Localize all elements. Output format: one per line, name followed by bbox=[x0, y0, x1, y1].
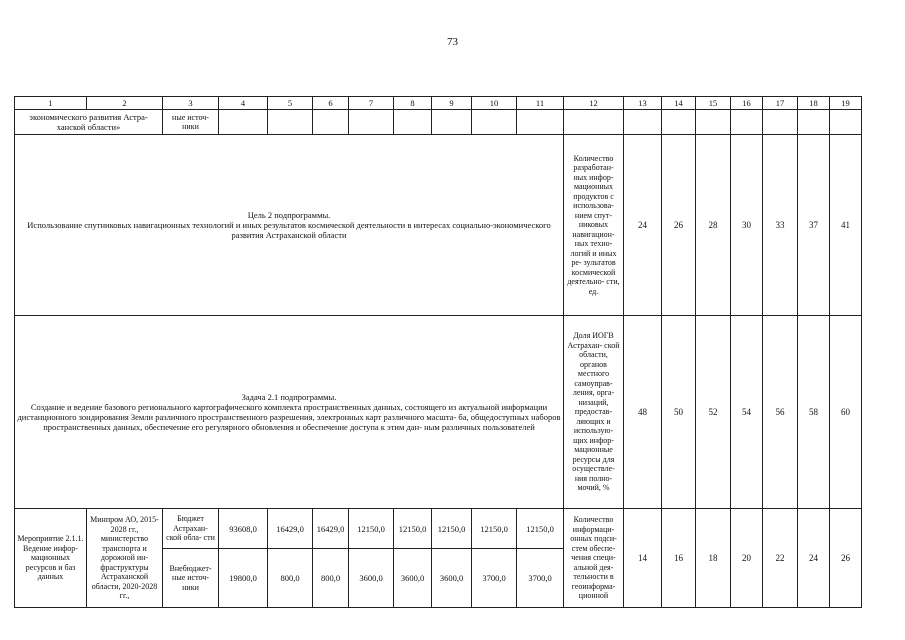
column-number: 14 bbox=[662, 97, 696, 110]
funding-amount: 12150,0 bbox=[394, 509, 432, 549]
measure-value: 16 bbox=[662, 509, 696, 608]
task-description: Создание и ведение базового регионального картографического комплекта пространственных данных, состоящего из актуальной информации дистанционного зондирования Земли различного пространственного разрешения, электронных карт различного масшта- ба, общедоступных наборов пространственных данных, обеспечение его регулярного обновления и обеспечение доступа к этим дан- ным различных пользователей bbox=[17, 402, 561, 432]
column-number: 8 bbox=[394, 97, 432, 110]
task-value: 58 bbox=[798, 316, 830, 509]
goal-value: 41 bbox=[830, 135, 862, 316]
task-value: 52 bbox=[696, 316, 731, 509]
column-number: 19 bbox=[830, 97, 862, 110]
task-row bbox=[15, 316, 862, 509]
goal-value: 28 bbox=[696, 135, 731, 316]
column-number: 17 bbox=[763, 97, 798, 110]
column-number: 3 bbox=[163, 97, 219, 110]
goal-value: 33 bbox=[763, 135, 798, 316]
goal-text bbox=[15, 135, 564, 316]
column-number-row bbox=[15, 97, 862, 110]
measure-value: 22 bbox=[763, 509, 798, 608]
task-indicator: Доля ИОГВ Астрахан- ской области, органов местного самоуправ- ления, орга- низаций, предостав- ляющих и использую- щих инфор- мационные ресурсы для осуществле- ния полно- мочий, % bbox=[564, 316, 624, 509]
continued-program-name: экономического развития Астра- ханской области» bbox=[15, 110, 163, 135]
task-value: 56 bbox=[763, 316, 798, 509]
column-number: 9 bbox=[432, 97, 472, 110]
funding-amount: 3700,0 bbox=[517, 549, 564, 608]
goal-row bbox=[15, 135, 862, 316]
measure-value: 24 bbox=[798, 509, 830, 608]
funding-amount: 12150,0 bbox=[432, 509, 472, 549]
funding-amount: 3600,0 bbox=[432, 549, 472, 608]
goal-value: 26 bbox=[662, 135, 696, 316]
goal-value: 37 bbox=[798, 135, 830, 316]
funding-amount: 16429,0 bbox=[268, 509, 313, 549]
column-number: 12 bbox=[564, 97, 624, 110]
measure-value: 18 bbox=[696, 509, 731, 608]
funding-amount: 3600,0 bbox=[349, 549, 394, 608]
measure-executor: Минпром АО, 2015-2028 гг., министерство транспорта и дорожной ин- фраструктуры Астраханской области, 2020-2028 гг., bbox=[87, 509, 163, 608]
column-number: 6 bbox=[313, 97, 349, 110]
funding-amount: 800,0 bbox=[268, 549, 313, 608]
measure-name: Мероприятие 2.1.1. Ведение инфор- мационных ресурсов и баз данных bbox=[15, 509, 87, 608]
measure-value: 14 bbox=[624, 509, 662, 608]
column-number: 5 bbox=[268, 97, 313, 110]
goal-indicator: Количество разработан- ных инфор- мационных продуктов с использова- нием спут- никовых навигацион- ных техно- логий и иных ре- зультатов космической деятельно- сти, ед. bbox=[564, 135, 624, 316]
goal-value: 30 bbox=[731, 135, 763, 316]
funding-source: Внебюджет- ные источ- ники bbox=[163, 549, 219, 608]
task-text bbox=[15, 316, 564, 509]
task-title: Задача 2.1 подпрограммы. bbox=[241, 392, 337, 402]
funding-source: Бюджет Астрахан- ской обла- сти bbox=[163, 509, 219, 549]
funding-amount: 12150,0 bbox=[349, 509, 394, 549]
continuation-row bbox=[15, 110, 862, 135]
continued-funding-source: ные источ- ники bbox=[163, 110, 219, 135]
funding-amount: 3600,0 bbox=[394, 549, 432, 608]
funding-amount: 93608,0 bbox=[219, 509, 268, 549]
measure-row-budget bbox=[15, 509, 862, 549]
task-value: 60 bbox=[830, 316, 862, 509]
column-number: 15 bbox=[696, 97, 731, 110]
goal-description: Использование спутниковых навигационных технологий и иных результатов космической деятельности в интересах социально-экономического развития Астраханской области bbox=[27, 220, 551, 240]
measure-indicator: Количество информаци- онных подси- стем обеспе- чения специ- альной дея- тельности в геоинформа- ционной bbox=[564, 509, 624, 608]
task-value: 54 bbox=[731, 316, 763, 509]
measure-value: 26 bbox=[830, 509, 862, 608]
column-number: 4 bbox=[219, 97, 268, 110]
column-number: 18 bbox=[798, 97, 830, 110]
column-number: 2 bbox=[87, 97, 163, 110]
column-number: 11 bbox=[517, 97, 564, 110]
column-number: 13 bbox=[624, 97, 662, 110]
column-number: 1 bbox=[15, 97, 87, 110]
measure-value: 20 bbox=[731, 509, 763, 608]
task-value: 50 bbox=[662, 316, 696, 509]
goal-value: 24 bbox=[624, 135, 662, 316]
goal-title: Цель 2 подпрограммы. bbox=[247, 210, 331, 220]
column-number: 16 bbox=[731, 97, 763, 110]
funding-amount: 12150,0 bbox=[472, 509, 517, 549]
funding-amount: 3700,0 bbox=[472, 549, 517, 608]
task-value: 48 bbox=[624, 316, 662, 509]
funding-amount: 16429,0 bbox=[313, 509, 349, 549]
program-table bbox=[14, 96, 862, 608]
column-number: 10 bbox=[472, 97, 517, 110]
funding-amount: 800,0 bbox=[313, 549, 349, 608]
page-number: 73 bbox=[447, 36, 458, 48]
funding-amount: 19800,0 bbox=[219, 549, 268, 608]
column-number: 7 bbox=[349, 97, 394, 110]
funding-amount: 12150,0 bbox=[517, 509, 564, 549]
